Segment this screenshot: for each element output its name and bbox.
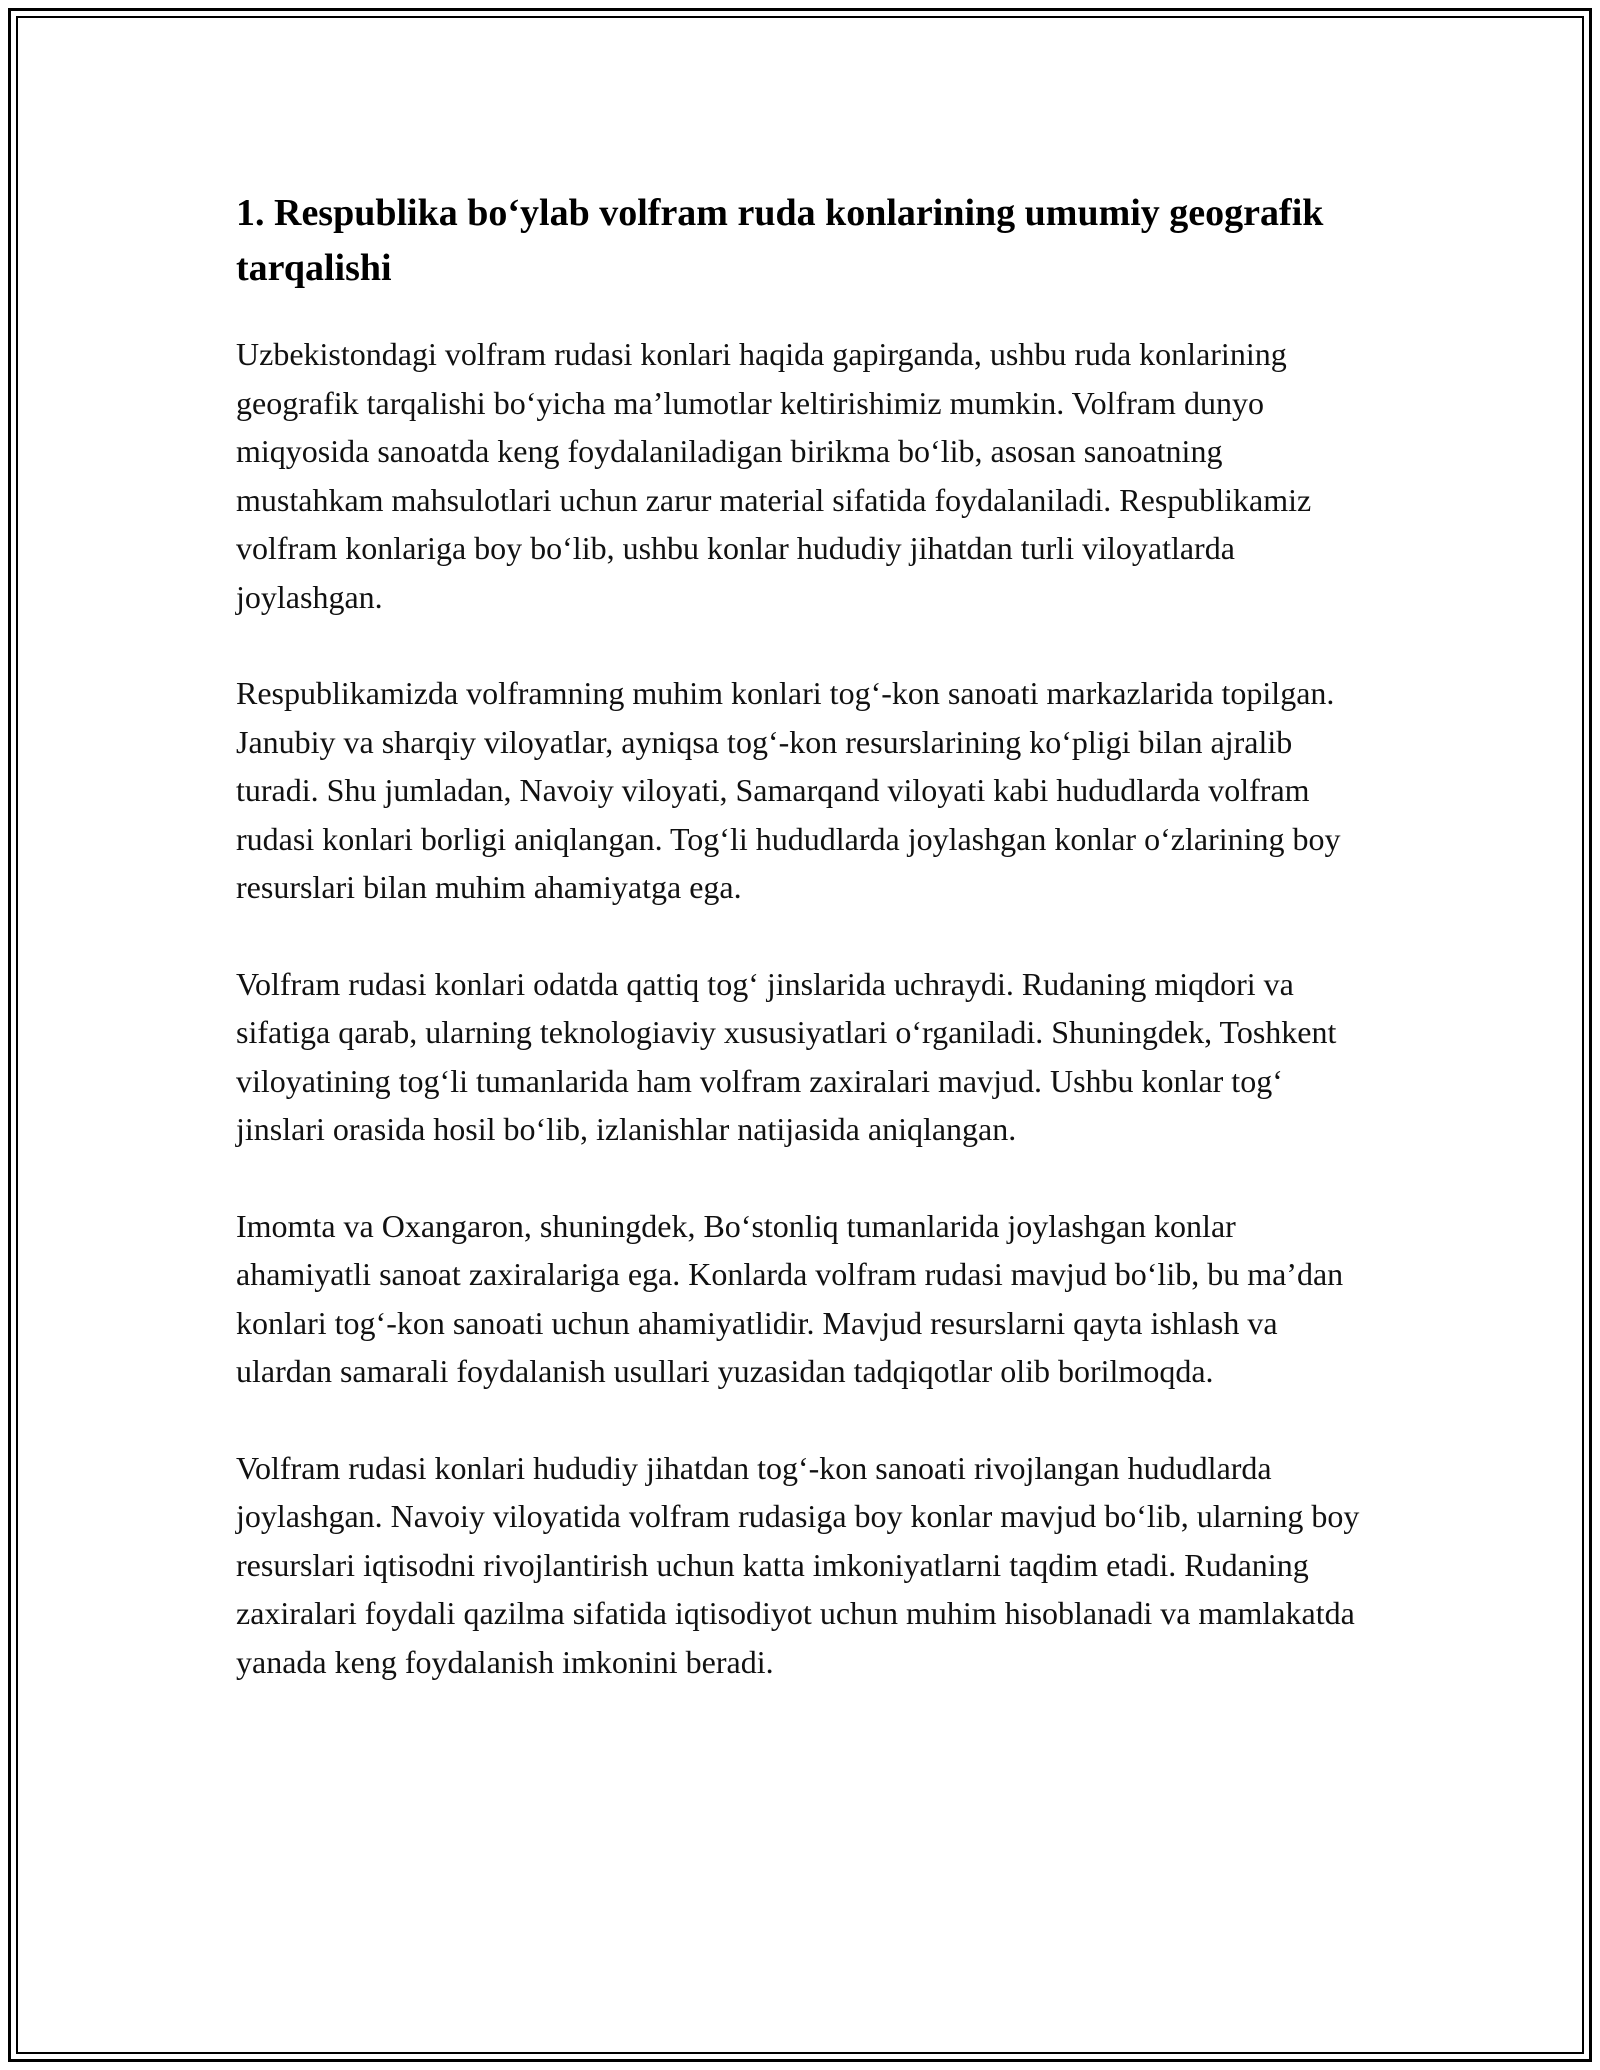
paragraph-5: Volfram rudasi konlari hududiy jihatdan tog‘-kon sanoati rivojlangan hududlarda joylashgan. Navoiy viloyatida volfram rudasiga boy konlar mavjud bo‘lib, ularning boy resurslari iqtisodni rivojlantirish uchun katta imkoniyatlarni taqdim etadi. Rudaning zaxiralari foydali qazilma sifatida iqtisodiyot uchun muhim hisoblanadi va mamlakatda yanada keng foydalanish imkonini beradi. xyxy=(236,1449,1360,1680)
paragraph-3: Volfram rudasi konlari odatda qattiq tog‘ jinslarida uchraydi. Rudaning miqdori va sifatiga qarab, ularning teknologiaviy xususiyatlari o‘rganiladi. Shuningdek, Toshkent viloyatining tog‘li tumanlarida ham volfram zaxiralari mavjud. Ushbu konlar tog‘ jinslari orasida hosil bo‘lib, izlanishlar natijasida aniqlangan. xyxy=(236,965,1337,1147)
document-body xyxy=(236,186,1366,1734)
section-heading: 1. Respublika bo‘ylab volfram ruda konlarining umumiy geografik tarqalishi xyxy=(236,192,1324,289)
paragraph-4: Imomta va Oxangaron, shuningdek, Bo‘stonliq tumanlarida joylashgan konlar ahamiyatli sanoat zaxiralariga ega. Konlarda volfram rudasi mavjud bo‘lib, bu ma’dan konlari tog‘-kon sanoati uchun ahamiyatlidir. Mavjud resurslarni qayta ishlash va ulardan samarali foydalanish usullari yuzasidan tadqiqotlar olib borilmoqda. xyxy=(236,1207,1344,1389)
paragraph-1: Uzbekistondagi volfram rudasi konlari haqida gapirganda, ushbu ruda konlarining geografik tarqalishi bo‘yicha ma’lumotlar keltirishimiz mumkin. Volfram dunyo miqyosida sanoatda keng foydalaniladigan birikma bo‘lib, asosan sanoatning mustahkam mahsulotlari uchun zarur material sifatida foydalaniladi. Respublikamiz volfram konlariga boy bo‘lib, ushbu konlar hududiy jihatdan turli viloyatlarda joylashgan. xyxy=(236,336,1312,615)
paragraph-2: Respublikamizda volframning muhim konlari tog‘-kon sanoati markazlarida topilgan. Janubiy va sharqiy viloyatlar, ayniqsa tog‘-kon resurslarining ko‘pligi bilan ajralib turadi. Shu jumladan, Navoiy viloyati, Samarqand viloyati kabi hududlarda volfram rudasi konlari borligi aniqlangan. Tog‘li hududlarda joylashgan konlar o‘zlarining boy resurslari bilan muhim ahamiyatga ega. xyxy=(236,675,1341,905)
